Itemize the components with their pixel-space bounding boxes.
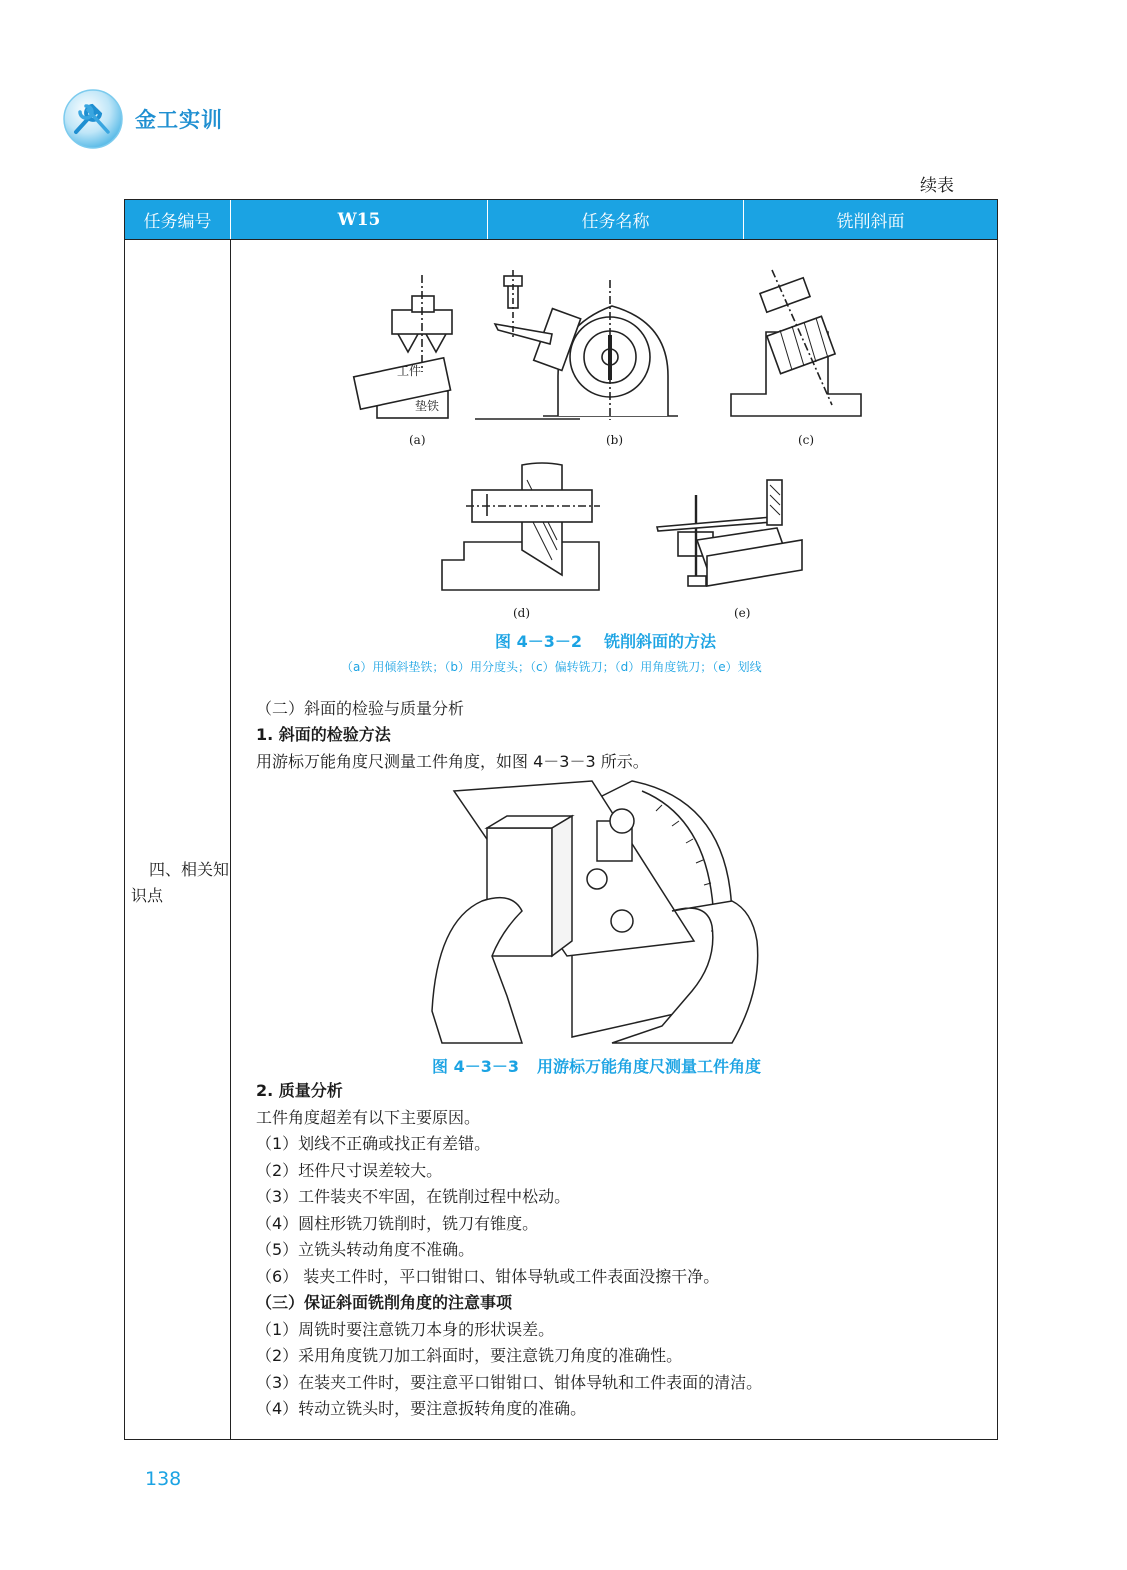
header-task-number-label: 任务编号 — [125, 200, 231, 239]
list-item: （4）转动立铣头时，要注意扳转角度的准确。 — [256, 1399, 587, 1418]
sub-label-c: (c) — [798, 433, 815, 447]
section2-sub1-heading: 1. 斜面的检验方法 — [256, 725, 391, 744]
protractor-figure — [432, 781, 802, 1043]
figure1-caption-number: 图 4－3－2 — [495, 632, 582, 651]
diagram-d — [442, 463, 600, 590]
list-item: （5）立铣头转动角度不准确。 — [256, 1240, 475, 1259]
task-table — [124, 199, 998, 1440]
workpiece-label: 工件 — [397, 364, 422, 378]
content-cell — [232, 240, 997, 1439]
figure1-subcaption: （a）用倾斜垫铁；（b）用分度头；（c）偏转铣刀；（d）用角度铣刀；（e）划线 — [341, 660, 762, 674]
sub-label-d: (d) — [513, 606, 531, 620]
header-task-name-label: 任务名称 — [488, 200, 744, 239]
continued-label: 续表 — [920, 176, 954, 196]
list-item: （6） 装夹工件时，平口钳钳口、钳体导轨或工件表面没擦干净。 — [256, 1267, 720, 1286]
list-item: （1）划线不正确或找正有差错。 — [256, 1134, 491, 1153]
side-cell — [125, 240, 231, 1439]
sub-label-e: (e) — [734, 606, 751, 620]
page-number: 138 — [145, 1468, 182, 1490]
list-item: （3）在装夹工件时，要注意平口钳钳口、钳体导轨和工件表面的清洁。 — [256, 1373, 763, 1392]
sub-label-b: (b) — [606, 433, 624, 447]
pad-iron-label: 垫铁 — [415, 399, 440, 413]
sub-label-a: (a) — [409, 433, 426, 447]
figure1-caption-title: 铣削斜面的方法 — [604, 632, 717, 651]
side-label: 四、相关知识点 — [131, 860, 230, 905]
header-task-name-value: 铣削斜面 — [836, 212, 905, 232]
diagram-e — [657, 480, 802, 586]
list-item: （3）工件装夹不牢固，在铣削过程中松动。 — [256, 1187, 571, 1206]
section2-intro: 工件角度超差有以下主要原因。 — [256, 1108, 481, 1127]
wrench-logo-icon — [62, 88, 124, 150]
list-item: （2）采用角度铣刀加工斜面时，要注意铣刀角度的准确性。 — [256, 1346, 683, 1365]
table-header — [125, 200, 997, 240]
figure2-caption-number: 图 4－3－3 — [432, 1057, 519, 1076]
section2-heading: （二）斜面的检验与质量分析 — [256, 699, 465, 718]
section2-sub1-text: 用游标万能角度尺测量工件角度，如图 4－3－3 所示。 — [256, 752, 649, 771]
book-title: 金工实训 — [135, 108, 223, 132]
list-item: （4）圆柱形铣刀铣削时，铣刀有锥度。 — [256, 1214, 539, 1233]
list-item: （1）周铣时要注意铣刀本身的形状误差。 — [256, 1320, 555, 1339]
diagram-b — [495, 270, 678, 420]
section2-sub2-heading: 2. 质量分析 — [256, 1081, 343, 1100]
list-item: （2）坯件尺寸误差较大。 — [256, 1161, 443, 1180]
diagram-c — [731, 270, 861, 416]
section3-heading: （三）保证斜面铣削角度的注意事项 — [256, 1293, 513, 1312]
header-task-number-value: W15 — [231, 200, 488, 239]
figure2-caption-title: 用游标万能角度尺测量工件角度 — [537, 1057, 762, 1076]
